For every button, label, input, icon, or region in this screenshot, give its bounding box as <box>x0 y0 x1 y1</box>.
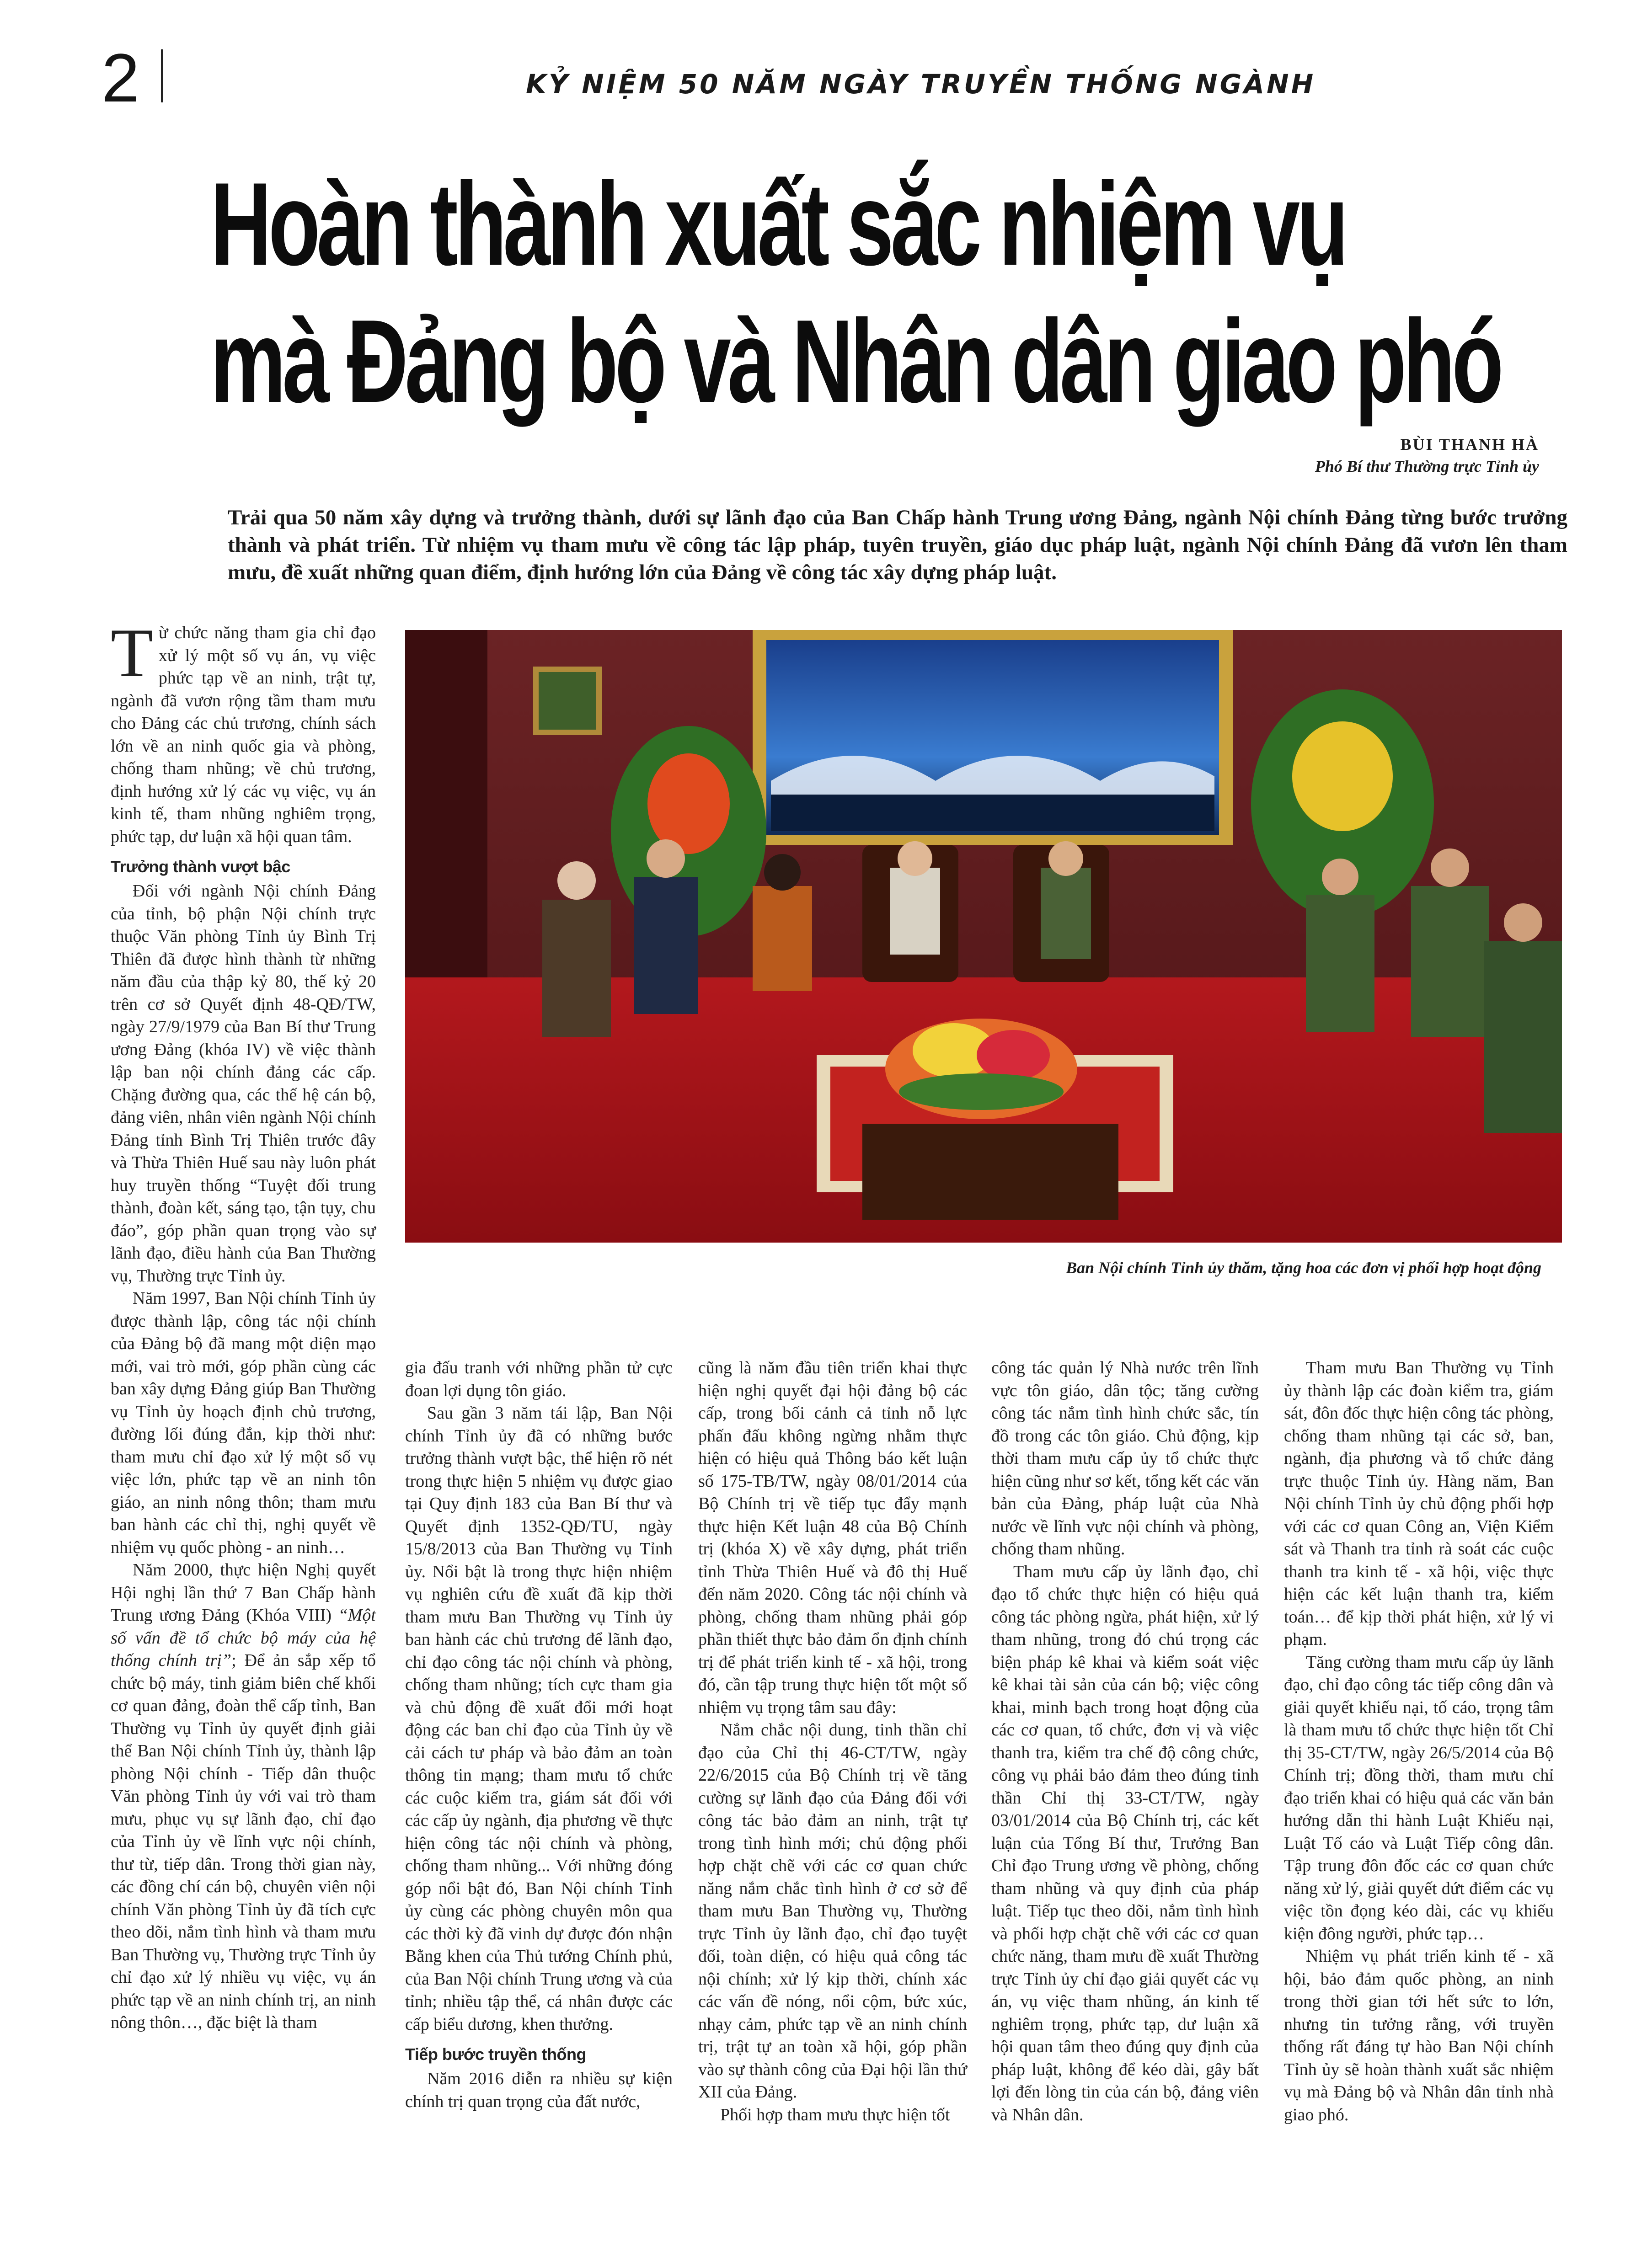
paragraph: Đối với ngành Nội chính Đảng của tỉnh, bộ phận Nội chính trực thuộc Văn phòng Tỉnh ủy Bình Trị Thiên đã được hình thành từ những năm đầu của thập kỷ 80, thế kỷ 20 trên cơ sở Quyết định 48-QĐ/TW, ngày 27/9/1979 của Ban Bí thư Trung ương Đảng (khóa IV) về việc thành lập ban nội chính đảng các cấp. Chặng đường qua, các thế hệ cán bộ, đảng viên, nhân viên ngành Nội chính Đảng tỉnh Bình Trị Thiên trước đây và Thừa Thiên Huế sau này luôn phát huy truyền thống “Tuyệt đối trung thành, đoàn kết, sáng tạo, tận tụy, chu đáo”, góp phần quan trọng vào sự lãnh đạo, điều hành của Ban Thường vụ, Thường trực Tỉnh ủy. <box>111 881 376 1286</box>
paragraph: Tham mưu Ban Thường vụ Tỉnh ủy thành lập các đoàn kiểm tra, giám sát, đôn đốc thực hiện công tác phòng, chống tham nhũng tại các sở, ban, ngành, địa phương và tổ chức đảng trực thuộc Tỉnh ủy. Hàng năm, Ban Nội chính Tỉnh ủy chủ động phối hợp với các cơ quan Công an, Viện Kiểm sát và Thanh tra tỉnh rà soát các cuộc thanh tra kinh tế - xã hội, việc thực hiện các kết luận thanh tra, kiểm toán… để kịp thời phát hiện, xử lý vi phạm. <box>1284 1358 1554 1649</box>
paragraph: Tham mưu cấp ủy lãnh đạo, chỉ đạo tổ chức thực hiện có hiệu quả công tác phòng ngừa, phát hiện, xử lý tham nhũng, trong đó chú trọng các biện pháp kê khai và kiểm soát việc kê khai tài sản của cán bộ; việc công khai, minh bạch trong hoạt động của các cơ quan, tổ chức, đơn vị và việc thanh tra, kiểm tra chế độ công chức, công vụ phải bảo đảm theo đúng tinh thần Chỉ thị 33-CT/TW, ngày 03/01/2014 của Bộ Chính trị, các kết luận của Tổng Bí thư, Trưởng Ban Chỉ đạo Trung ương về phòng, chống tham nhũng và quy định của pháp luật. Tiếp tục theo dõi, nắm tình hình và phối hợp chặt chẽ với các cơ quan chức năng, tham mưu đề xuất Thường trực Tỉnh ủy chỉ đạo giải quyết các vụ án, vụ việc tham nhũng, án kinh tế nghiêm trọng, phức tạp, dư luận xã hội quan tâm theo đúng quy định của pháp luật, không để kéo dài, gây bất lợi đến lòng tin của cán bộ, đảng viên và Nhân dân. <box>991 1562 1259 2124</box>
page-number-divider <box>161 49 163 102</box>
paragraph: gia đấu tranh với những phần tử cực đoan lợi dụng tôn giáo. <box>405 1358 673 1400</box>
text-column-1 <box>111 614 376 2034</box>
text-column-3 <box>698 1357 967 2126</box>
headline <box>210 155 1501 430</box>
author-title: Phó Bí thư Thường trực Tỉnh ủy <box>1315 457 1539 475</box>
paragraph: Sau gần 3 năm tái lập, Ban Nội chính Tỉnh ủy đã có những bước trưởng thành vượt bậc, thể hiện rõ nét trong thực hiện 5 nhiệm vụ được giao tại Quy định 183 của Ban Bí thư và Quyết định 1352-QĐ/TU, ngày 15/8/2013 của Ban Thường vụ Tỉnh ủy. Nổi bật là trong thực hiện nhiệm vụ nghiên cứu đề xuất đã kịp thời tham mưu Ban Thường vụ Tỉnh ủy ban hành các chủ trương để lãnh đạo, chỉ đạo công tác nội chính và phòng, chống tham nhũng; tích cực tham gia và chủ động đề xuất đổi mới hoạt động các ban chỉ đạo của Tỉnh ủy về cải cách tư pháp và bảo đảm an toàn thông tin mạng; tham mưu tổ chức các cuộc kiểm tra, giám sát đối với các cấp ủy ngành, địa phương về thực hiện công tác nội chính và phòng, chống tham nhũng... Với những đóng góp nổi bật đó, Ban Nội chính Tỉnh ủy cùng các phòng chuyên môn qua các thời kỳ đã vinh dự được đón nhận Bằng khen của Thủ tướng Chính phủ, của Ban Nội chính Trung ương và của tỉnh; nhiều tập thể, cá nhân được các cấp biểu dương, khen thưởng. <box>405 1403 673 2034</box>
photo-caption: Ban Nội chính Tỉnh ủy thăm, tặng hoa các đơn vị phối hợp hoạt động <box>1066 1259 1541 1277</box>
dropcap: T <box>111 614 153 691</box>
headline-line-1: Hoàn thành xuất sắc nhiệm vụ <box>210 158 1346 290</box>
text-column-5 <box>1284 1357 1554 2126</box>
headline-line-2: mà Đảng bộ và Nhân dân giao phó <box>210 295 1501 427</box>
paragraph: Năm 1997, Ban Nội chính Tỉnh ủy được thành lập, công tác nội chính của Đảng bộ đã mang một diện mạo mới, vai trò mới, góp phần cùng các ban xây dựng Đảng giúp Ban Thường vụ Tỉnh ủy hoạch định chủ trương, đường lối đúng đắn, kịp thời như: tham mưu chỉ đạo xử lý một số vụ việc lớn, phức tạp về an ninh tôn giáo, an ninh nông thôn; tham mưu ban hành các chỉ thị, nghị quyết về nhiệm vụ quốc phòng - an ninh… <box>111 1289 376 1557</box>
text-column-4 <box>991 1357 1259 2126</box>
paragraph: cũng là năm đầu tiên triển khai thực hiện nghị quyết đại hội đảng bộ các cấp, trong bối cảnh cả tỉnh nỗ lực phấn đấu không ngừng nhằm thực hiện có hiệu quả Thông báo kết luận số 175-TB/TW, ngày 08/01/2014 của Bộ Chính trị về tiếp tục đẩy mạnh thực hiện Kết luận 48 của Bộ Chính trị (khóa X) về xây dựng, phát triển tỉnh Thừa Thiên Huế và đô thị Huế đến năm 2020. Công tác nội chính và phòng, chống tham nhũng phải góp phần thiết thực bảo đảm ổn định chính trị để phát triển kinh tế - xã hội, trong đó, cần tập trung thực hiện tốt một số nhiệm vụ trọng tâm sau đây: <box>698 1358 967 1717</box>
paragraph: công tác quản lý Nhà nước trên lĩnh vực tôn giáo, dân tộc; tăng cường công tác nắm tình hình chức sắc, tín đồ trong các tôn giáo. Chủ động, kịp thời tham mưu cấp ủy tổ chức thực hiện cũng như sơ kết, tổng kết các văn bản của Đảng, pháp luật của Nhà nước về lĩnh vực nội chính và phòng, chống tham nhũng. <box>991 1358 1259 1558</box>
author-name: BÙI THANH HÀ <box>1400 435 1539 454</box>
byline <box>1315 433 1539 477</box>
paragraph: Tăng cường tham mưu cấp ủy lãnh đạo, chỉ đạo công tác tiếp công dân và giải quyết khiếu nại, tố cáo, trọng tâm là tham mưu tổ chức thực hiện tốt Chỉ thị 35-CT/TW, ngày 26/5/2014 của Bộ Chính trị; đồng thời, tham mưu chỉ đạo triển khai có hiệu quả các văn bản hướng dẫn thi hành Luật Khiếu nại, Luật Tố cáo và Luật Tiếp công dân. Tập trung đôn đốc các cơ quan chức năng xử lý, giải quyết dứt điểm các vụ việc tồn đọng kéo dài, các vụ khiếu kiện đông người, phức tạp… <box>1284 1652 1554 1943</box>
text-column-2 <box>405 1357 673 2113</box>
paragraph: Nhiệm vụ phát triển kinh tế - xã hội, bảo đảm quốc phòng, an ninh trong thời gian tới hết sức to lớn, nhưng tin tưởng rằng, với truyền thống rất đáng tự hào Ban Nội chính Tỉnh ủy sẽ hoàn thành xuất sắc nhiệm vụ mà Đảng bộ và Nhân dân tỉnh nhà giao phó. <box>1284 1947 1554 2124</box>
paragraph: Từ chức năng tham gia chỉ đạo xử lý một số vụ án, vụ việc phức tạp về an ninh, trật tự, ngành đã vươn rộng tầm tham mưu cho Đảng các chủ trương, chính sách lớn về an ninh quốc gia và phòng, chống tham nhũng; về chủ trương, định hướng xử lý các vụ việc, vụ án kinh tế, tham nhũng nghiêm trọng, phức tạp, dư luận xã hội quan tâm. <box>111 614 376 846</box>
lead-paragraph: Trải qua 50 năm xây dựng và trưởng thành, dưới sự lãnh đạo của Ban Chấp hành Trung ương Đảng, ngành Nội chính Đảng từng bước trưởng thành và phát triển. Từ nhiệm vụ tham mưu về công tác lập pháp, tuyên truyền, giáo dục pháp luật, ngành Nội chính Đảng đã vươn lên tham mưu, đề xuất những quan điểm, định hướng lớn của Đảng về công tác xây dựng pháp luật. <box>228 506 1567 584</box>
paragraph: Năm 2016 diễn ra nhiều sự kiện chính trị quan trọng của đất nước, <box>405 2069 673 2111</box>
article-photo <box>405 630 1562 1243</box>
paragraph: Năm 2000, thực hiện Nghị quyết Hội nghị lần thứ 7 Ban Chấp hành Trung ương Đảng (Khóa VIII) “Một số vấn đề tổ chức bộ máy của hệ thống chính trị”; Để ản sắp xếp tổ chức bộ máy, tinh giảm biên chế khối cơ quan đảng, đoàn thể cấp tỉnh, Ban Thường vụ Tỉnh ủy quyết định giải thể Ban Nội chính Tỉnh ủy, thành lập phòng Nội chính - Tiếp dân thuộc Văn phòng Tỉnh ủy với vai trò tham mưu, phục vụ sự lãnh đạo, chỉ đạo của Tỉnh ủy về lĩnh vực nội chính, thư từ, tiếp dân. Trong thời gian này, các đồng chí cán bộ, chuyên viên nội chính Văn phòng Tỉnh ủy đã tích cực theo dõi, nắm tình hình và tham mưu Ban Thường vụ, Thường trực Tỉnh ủy chỉ đạo xử lý nhiều vụ việc, vụ án phức tạp về an ninh chính trị, an ninh nông thôn…, đặc biệt là tham <box>111 1560 376 2032</box>
paragraph: Nắm chắc nội dung, tinh thần chỉ đạo của Chỉ thị 46-CT/TW, ngày 22/6/2015 của Bộ Chính trị về tăng cường sự lãnh đạo của Đảng đối với công tác bảo đảm an ninh, trật tự trong tình hình mới; chủ động phối hợp chặt chẽ với các cơ quan chức năng nắm chắc tình hình ở cơ sở để tham mưu Ban Thường vụ, Thường trực Tỉnh ủy lãnh đạo, chỉ đạo tuyệt đối, toàn diện, có hiệu quả công tác nội chính; xử lý kịp thời, chính xác các vấn đề nóng, nổi cộm, bức xúc, nhạy cảm, phức tạp về an ninh chính trị, trật tự an toàn xã hội, góp phần vào sự thành công của Đại hội lần thứ XII của Đảng. <box>698 1720 967 2102</box>
photo-illustration <box>405 630 1562 1243</box>
page-number: 2 <box>102 39 138 116</box>
section-header: KỶ NIỆM 50 NĂM NGÀY TRUYỀN THỐNG NGÀNH <box>526 69 1316 100</box>
subheading: Trưởng thành vượt bậc <box>111 857 290 876</box>
paragraph: Phối hợp tham mưu thực hiện tốt <box>720 2105 950 2124</box>
subheading: Tiếp bước truyền thống <box>405 2045 587 2064</box>
